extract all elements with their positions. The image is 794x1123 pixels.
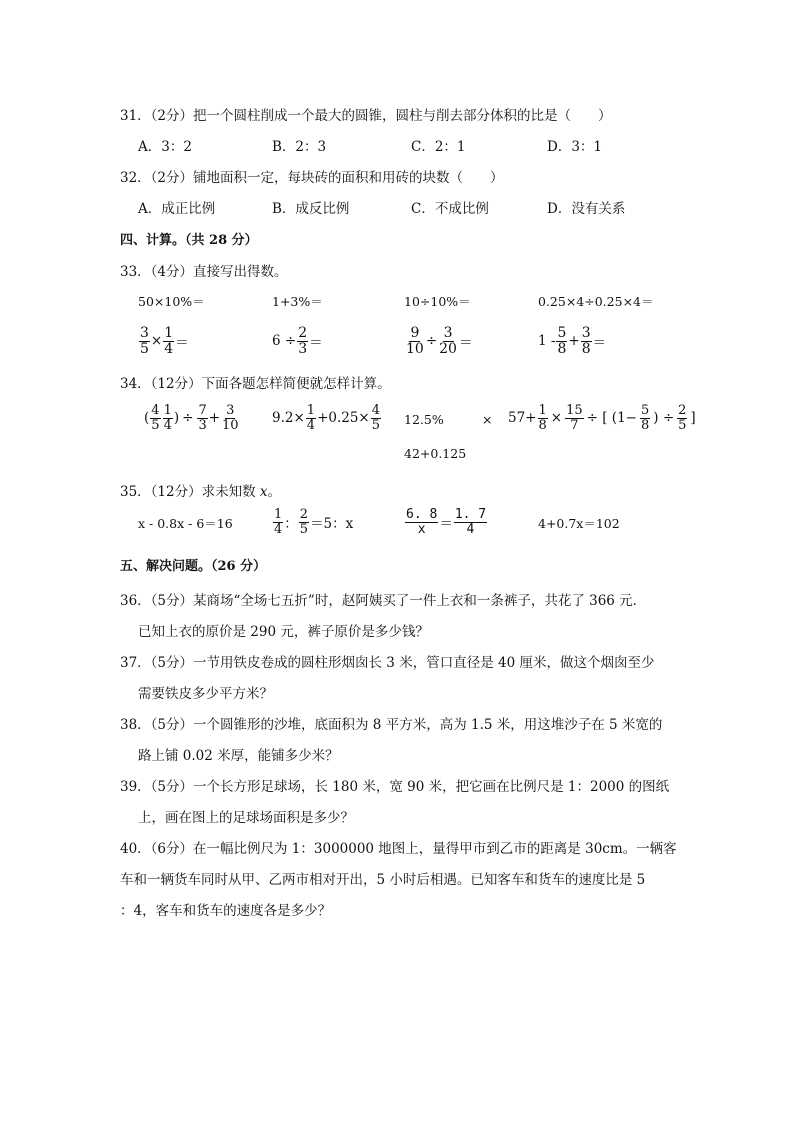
question-35-stem: 35．（12分）求未知数 x。 <box>120 484 282 500</box>
question-40-line-3: ：4，客车和货车的速度各是多少？ <box>120 903 332 919</box>
fraction: $\frac{4}{5}$ <box>371 403 381 433</box>
question-36-line-1: 36．（5分）某商场“全场七五折”时，赵阿姨买了一件上衣和一条裤子，共花了 366 元． <box>120 593 647 609</box>
question-38-line-2: 路上铺 0.02 米厚，能铺多少米？ <box>138 748 339 764</box>
fraction: $\frac{3}{20}$ <box>439 325 457 357</box>
q31-option-c: C．2：1 <box>411 139 466 155</box>
q34-expr-3-part-a: 12.5% <box>404 412 444 427</box>
fraction: $\frac{7}{3}$ <box>198 403 207 433</box>
fraction: $\frac{1}{4}$ <box>164 325 174 357</box>
fraction: $\frac{2}{5}$ <box>678 403 687 433</box>
fraction: $\frac{2}{5}$ <box>299 507 309 537</box>
question-36-line-2: 已知上衣的原价是 290 元，裤子原价是多少钱？ <box>138 624 429 640</box>
section-5-title: 五、解决问题。（26 分） <box>120 559 267 574</box>
q33-expr-6: 6 ÷ $\frac{2}{3}$ ＝ <box>272 325 323 357</box>
fraction: $\frac{2}{3}$ <box>298 325 308 357</box>
fraction: $\frac{3}{5}$ <box>140 325 149 357</box>
fraction: $\frac{1}{8}$ <box>538 403 547 433</box>
fraction: $\frac{6. 8}{x}$ <box>406 507 438 537</box>
question-37-line-2: 需要铁皮多少平方米？ <box>138 686 273 702</box>
q35-equation-3: $\frac{6. 8}{x}$ ＝ $\frac{1. 7}{4}$ <box>406 507 487 537</box>
q35-equation-1: x - 0.8x - 6＝16 <box>138 516 233 531</box>
q34-expr-3-operator: × <box>482 412 493 427</box>
q33-expr-5: $\frac{3}{5}$ × $\frac{1}{4}$ ＝ <box>140 325 189 357</box>
fraction: $\frac{1}{4}$ <box>306 403 316 433</box>
q32-option-a: A．成正比例 <box>138 201 216 217</box>
q33-expr-3: 10÷10%＝ <box>404 294 471 309</box>
question-34-stem: 34．（12分）下面各题怎样简便就怎样计算。 <box>120 376 391 392</box>
q32-option-d: D．没有关系 <box>547 201 626 217</box>
question-39-line-1: 39．（5分）一个长方形足球场，长 180 米，宽 90 米，把它画在比例尺是 1：2000 的图纸 <box>120 779 670 795</box>
fraction: $\frac{1}{4}$ <box>163 403 172 433</box>
q32-option-b: B．成反比例 <box>272 201 350 217</box>
section-4-title: 四、计算。（共 28 分） <box>120 233 258 248</box>
q31-option-a: A．3：2 <box>138 139 192 155</box>
fraction: $\frac{9}{10}$ <box>406 325 424 357</box>
question-40-line-2: 车和一辆货车同时从甲、乙两市相对开出，5 小时后相遇。已知客车和货车的速度比是 5 <box>120 872 646 888</box>
question-33-stem: 33．（4分）直接写出得数。 <box>120 264 288 280</box>
q34-expr-2: 9.2× $\frac{1}{4}$ +0.25× $\frac{4}{5}$ <box>272 403 381 433</box>
question-37-line-1: 37．（5分）一节用铁皮卷成的圆柱形烟囱长 3 米，管口直径是 40 厘米，做这个烟囱至少 <box>120 655 655 671</box>
q33-expr-2: 1+3%＝ <box>272 294 323 309</box>
q33-expr-1: 50×10%＝ <box>138 294 205 309</box>
fraction: $\frac{15}{7}$ <box>566 403 583 433</box>
q35-equation-2: $\frac{1}{4}$ ： $\frac{2}{5}$ ＝5：x <box>274 507 354 537</box>
q33-expr-4: 0.25×4÷0.25×4＝ <box>538 294 654 309</box>
question-40-line-1: 40．（6分）在一幅比例尺为 1：3000000 地图上，量得甲市到乙市的距离是 30cm。一辆客 <box>120 841 677 857</box>
fraction: $\frac{3}{10}$ <box>222 403 239 433</box>
fraction: $\frac{1. 7}{4}$ <box>454 507 487 537</box>
q33-expr-7: $\frac{9}{10}$ ÷ $\frac{3}{20}$ ＝ <box>406 325 473 357</box>
question-31-stem: 31．（2分）把一个圆柱削成一个最大的圆锥，圆柱与削去部分体积的比是（ ） <box>120 108 612 124</box>
fraction: $\frac{4}{5}$ <box>151 403 160 433</box>
question-32-stem: 32．（2分）铺地面积一定，每块砖的面积和用砖的块数（ ） <box>120 170 504 186</box>
fraction: $\frac{5}{8}$ <box>557 325 567 357</box>
fraction: $\frac{3}{8}$ <box>581 325 591 357</box>
fraction: $\frac{1}{4}$ <box>274 507 283 537</box>
fraction: $\frac{5}{8}$ <box>640 403 650 433</box>
q33-expr-8: 1 - $\frac{5}{8}$ + $\frac{3}{8}$ ＝ <box>538 325 607 357</box>
q34-expr-1: ( $\frac{4}{5}$ $\frac{1}{4}$ ) ÷ $\frac{7}{3}$ + $\frac{3}{10}$ <box>144 403 239 433</box>
q31-option-b: B．2：3 <box>272 139 327 155</box>
question-38-line-1: 38．（5分）一个圆锥形的沙堆，底面积为 8 平方米，高为 1.5 米，用这堆沙子在 5 米宽的 <box>120 717 663 733</box>
q31-option-d: D．3：1 <box>547 139 603 155</box>
q35-equation-4: 4+0.7x＝102 <box>538 516 620 531</box>
q32-option-c: C．不成比例 <box>411 201 489 217</box>
q34-expr-3-part-b: 42+0.125 <box>404 446 467 461</box>
question-39-line-2: 上，画在图上的足球场面积是多少？ <box>138 810 354 826</box>
q34-expr-4: 57+ $\frac{1}{8}$ × $\frac{15}{7}$ ÷ [ (1− $\frac{5}{8}$ ) ÷ $\frac{2}{5}$ ] <box>508 403 696 433</box>
